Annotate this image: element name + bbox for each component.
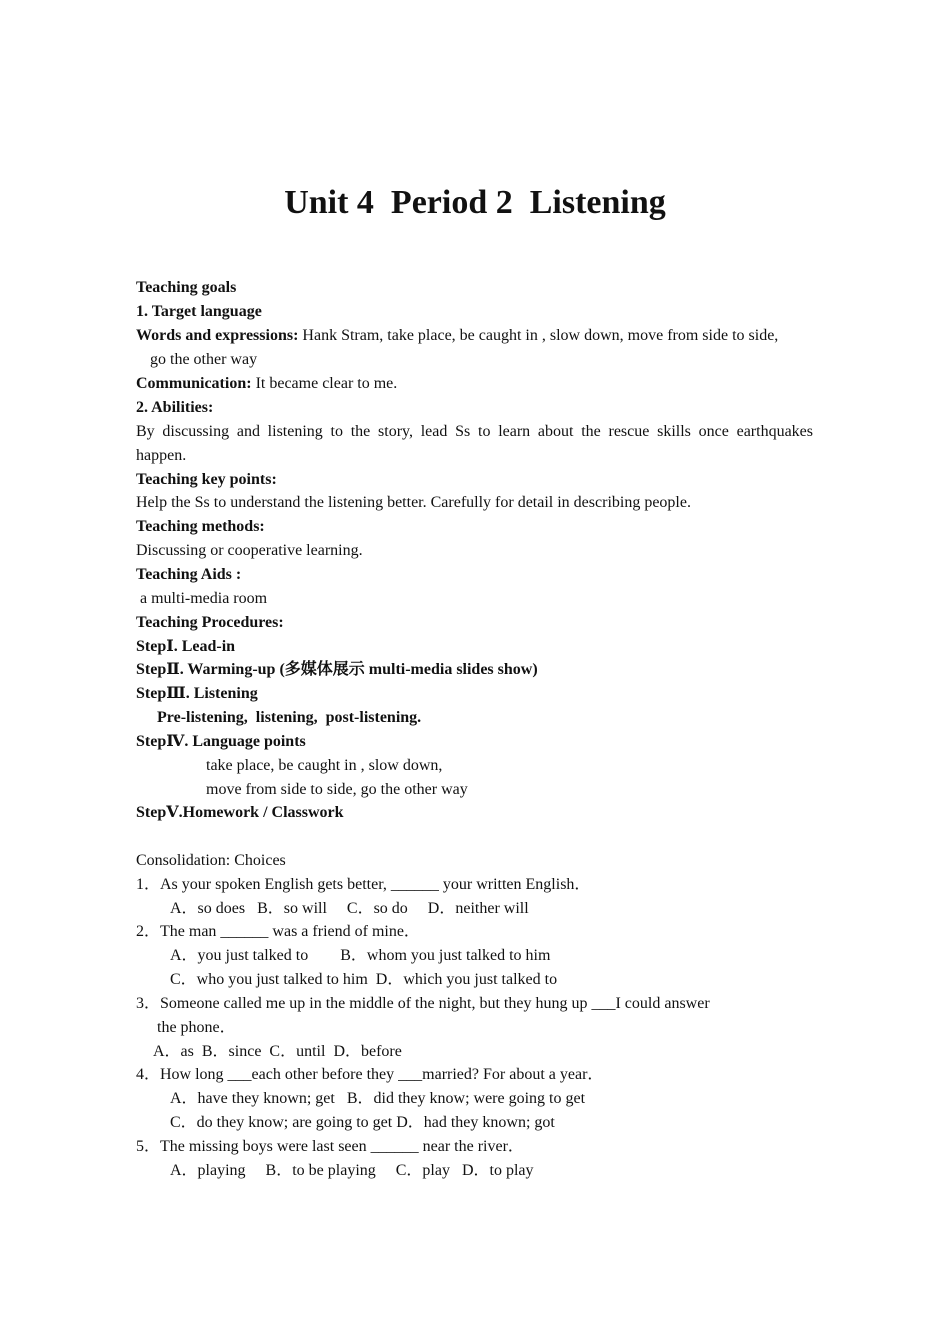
aids-text: a multi-media room bbox=[136, 590, 268, 607]
teaching-goals-heading: Teaching goals bbox=[136, 279, 237, 296]
communication-label: Communication: bbox=[136, 375, 252, 392]
question-3: 3．Someone called me up in the middle of the night, but they hung up ___I could answer bbox=[136, 995, 710, 1012]
question-2: 2．The man ______ was a friend of mine． bbox=[136, 923, 420, 940]
abilities-text: By discussing and listening to the story, lead Ss to learn about the rescue skills once earthquakes bbox=[136, 423, 813, 440]
consolidation-heading: Consolidation: Choices bbox=[136, 852, 286, 869]
page-title: Unit 4 Period 2 Listening bbox=[284, 184, 666, 221]
words-label: Words and expressions: bbox=[136, 327, 299, 344]
key-points-text: Help the Ss to understand the listening better. Carefully for detail in describing people. bbox=[136, 494, 691, 511]
methods-text: Discussing or cooperative learning. bbox=[136, 542, 363, 559]
step-4-sub-2: move from side to side, go the other way bbox=[206, 781, 468, 798]
words-text: Hank Stram, take place, be caught in , slow down, move from side to side, bbox=[298, 327, 779, 344]
question-2-options-2: C．who you just talked to him D．which you just talked to bbox=[170, 971, 558, 988]
question-4-options-2: C．do they know; are going to get D．had they known; got bbox=[170, 1114, 555, 1131]
methods-heading: Teaching methods: bbox=[136, 518, 265, 535]
words-expressions-line bbox=[136, 325, 778, 347]
step-3-sub: Pre-listening, listening, post-listening. bbox=[157, 709, 422, 726]
step-4: StepⅣ. Language points bbox=[136, 733, 306, 750]
abilities-text-cont: happen. bbox=[136, 447, 187, 464]
question-3-cont: the phone． bbox=[157, 1019, 236, 1036]
question-1-options: A．so does B．so will C．so do D．neither will bbox=[170, 900, 529, 917]
communication-text: It became clear to me. bbox=[251, 375, 398, 392]
question-4: 4．How long ___each other before they ___married? For about a year． bbox=[136, 1066, 604, 1083]
step-5: StepⅤ.Homework / Classwork bbox=[136, 804, 344, 821]
abilities-heading: 2. Abilities: bbox=[136, 399, 214, 416]
question-5-options: A．playing B．to be playing C．play D．to play bbox=[170, 1162, 534, 1179]
question-4-options-1: A．have they known; get B．did they know; were going to get bbox=[170, 1090, 586, 1107]
target-language-heading: 1. Target language bbox=[136, 303, 262, 320]
step-3: StepⅢ. Listening bbox=[136, 685, 258, 702]
question-2-options-1: A．you just talked to B．whom you just talked to him bbox=[170, 947, 551, 964]
step-4-sub-1: take place, be caught in , slow down, bbox=[206, 757, 443, 774]
step-1: StepⅠ. Lead-in bbox=[136, 638, 236, 655]
aids-heading: Teaching Aids : bbox=[136, 566, 242, 583]
procedures-heading: Teaching Procedures: bbox=[136, 614, 284, 631]
question-3-options: A．as B．since C．until D．before bbox=[153, 1043, 402, 1060]
question-5: 5．The missing boys were last seen ______ near the river． bbox=[136, 1138, 524, 1155]
key-points-heading: Teaching key points: bbox=[136, 471, 277, 488]
words-expressions-cont: go the other way bbox=[150, 351, 258, 368]
question-1: 1．As your spoken English gets better, ______ your written English． bbox=[136, 876, 591, 893]
communication-line bbox=[136, 373, 397, 395]
step-2: StepⅡ. Warming-up (多媒体展示 multi-media slides show) bbox=[136, 661, 538, 678]
